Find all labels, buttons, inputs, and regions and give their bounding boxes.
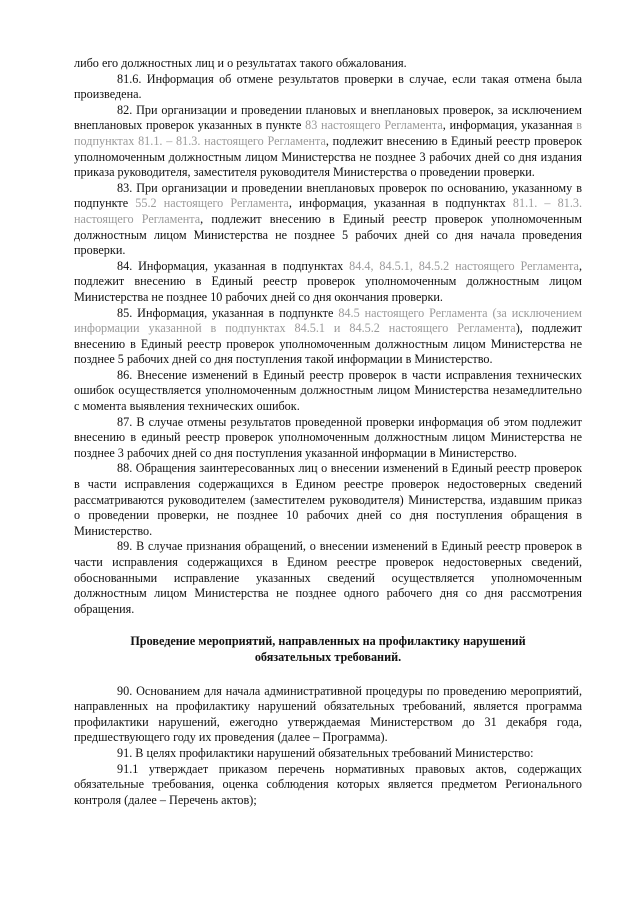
paragraph-text: 88. Обращения заинтересованных лиц о внесении изменений в Единый реестр проверок в части исправления содержащихся в Едином реестре проверок недостоверных сведений рассматриваются руководителем (заместителем руководителя) Министерства, издавшим приказ о проведении проверки, не позднее 10 рабочих дней со дня поступления обращения в Министерство. [74,461,582,538]
paragraph-text: либо его должностных лиц и о результатах такого обжалования. [74,56,407,70]
paragraph-text: 81.6. Информация об отмене результатов проверки в случае, если такая отмена была произведена. [74,71,582,102]
paragraph-text: ), подлежит внесению в Единый реестр проверок уполномоченным должностным лицом Министерства не позднее 5 рабочих дней со дня поступления такой информации в Министерство. [74,321,582,367]
paragraph-text: 89. В случае признания обращений, о внесении изменений в Единый реестр проверок в части исправления содержащихся в Едином реестре проверок недостоверных сведений, обоснованными исправление указанных сведений осуществляется уполномоченным должностным лицом Министерства не позднее одного рабочего дня со дня рассмотрения обращения. [74,539,582,616]
section-heading: Проведение мероприятий, направленных на профилактику нарушений обязательных требований. [130,634,526,664]
paragraph-87 [74,415,582,462]
paragraph-text: 83. При организации и проведении внеплановых проверок по основанию, указанному в подпункте [74,180,582,211]
regulation-reference: 81.1. – 81.3. настоящего Регламента [74,196,583,226]
paragraph-text: , подлежит внесению в Единый реестр проверок уполномоченным должностным лицом Министерства не позднее 5 рабочих дней со дня начала проведения проверки. [74,211,582,258]
paragraph-84 [74,259,582,306]
paragraph-text: , информация, указанная [442,118,577,133]
document-body [74,56,582,808]
regulation-reference: в подпунктах 81.1. – 81.3. настоящего Регламента [74,118,583,148]
paragraph-text: 85. Информация, указанная в подпункте [117,305,339,320]
paragraph-90 [74,684,582,746]
paragraph-86 [74,368,582,415]
paragraph-text: 91.1 утверждает приказом перечень нормативных правовых актов, содержащих обязательные требования, оценка соблюдения которых является предметом Регионального контроля (далее – Перечень актов); [74,761,582,807]
paragraph-text: 87. В случае отмены результатов проведенной проверки информация об этом подлежит внесению в единый реестр проверок уполномоченным должностным лицом Министерства не позднее 3 рабочих дней со дня поступления указанной информации в Министерство. [74,414,582,460]
paragraph-continuation [74,56,582,72]
paragraph-88 [74,461,582,539]
paragraph-text: 90. Основанием для начала административной процедуры по проведению мероприятий, направленных на профилактику нарушений обязательных требований, является программа профилактики нарушений, ежегодно утверждаемая Министерством до 31 декабря года, предшествующего году их проведения (далее – Программа). [74,683,582,745]
paragraph-89 [74,539,582,617]
paragraph-81-6 [74,72,582,103]
paragraph-82 [74,103,582,181]
paragraph-text: 86. Внесение изменений в Единый реестр проверок в части исправления технических ошибок осуществляется уполномоченным должностным лицом Министерства незамедлительно с момента выявления технических ошибок. [74,367,582,414]
paragraph-83 [74,181,582,259]
paragraph-text: 91. В целях профилактики нарушений обязательных требований Министерство: [117,745,534,760]
paragraph-text: , подлежит внесению в Единый реестр проверок уполномоченным должностным лицом Министерства не позднее 3 рабочих дней со дня издания приказа руководителя, заместителя руководителя Министерства о проведении проверки. [74,133,582,180]
paragraph-text: , подлежит внесению в Единый реестр проверок уполномоченным должностным лицом Министерства не позднее 10 рабочих дней со дня окончания проверки. [74,258,582,304]
regulation-reference: 84.4, 84.5.1, 84.5.2 настоящего Регламента [349,258,579,273]
regulation-reference: 55.2 настоящего Регламента [135,196,289,211]
regulation-reference: 84.5 настоящего Регламента (за исключением информации указанной в подпунктах 84.5.1 и 84.5.2 настоящего Регламента [74,305,582,336]
paragraph-85 [74,306,582,368]
paragraph-text: 82. При организации и проведении плановых и внеплановых проверок, за исключением внеплановых проверок указанных в пункте [74,102,582,133]
paragraph-91-1 [74,762,582,809]
paragraph-text: 84. Информация, указанная в подпунктах [117,258,350,273]
paragraph-91 [74,746,582,762]
regulation-reference: 83 настоящего Регламента [305,118,443,133]
paragraph-text: , информация, указанная в подпунктах [288,196,513,211]
